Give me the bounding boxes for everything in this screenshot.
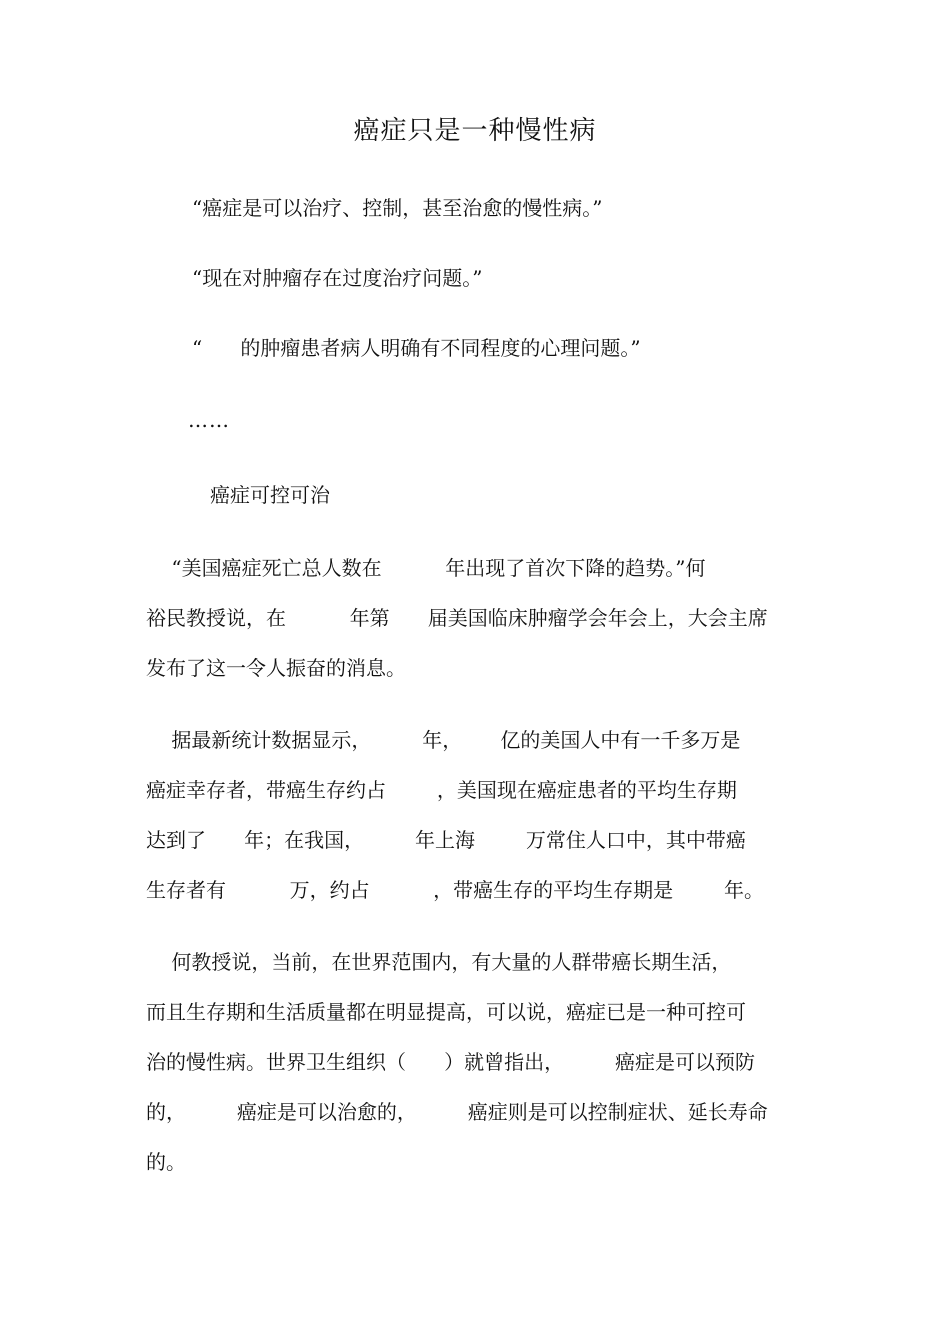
paragraph-line: 发布了这一令人振奋的消息。 xyxy=(146,656,406,680)
paragraph-line: 治的慢性病。世界卫生组织（ ）就曾指出， 癌症是可以预防 xyxy=(146,1050,756,1074)
paragraph-line: 的。 xyxy=(146,1150,186,1174)
paragraph-line: 的， 癌症是可以治愈的， 癌症则是可以控制症状、延长寿命 xyxy=(146,1100,768,1124)
document-title: 癌症只是一种慢性病 xyxy=(353,116,597,146)
quote-3: “ 的肿瘤患者病人明确有不同程度的心理问题。” xyxy=(192,336,641,360)
paragraph-line: 达到了 年；在我国， 年上海 万常住人口中，其中带癌 xyxy=(146,828,746,852)
paragraph-line: 癌症幸存者，带癌生存约占 ，美国现在癌症患者的平均生存期 xyxy=(146,778,737,802)
quote-1: “癌症是可以治疗、控制，甚至治愈的慢性病。” xyxy=(192,196,603,220)
paragraph-3 xyxy=(146,937,811,1187)
paragraph-line: 生存者有 万，约占 ，带癌生存的平均生存期是 年。 xyxy=(146,878,765,902)
quote-2: “现在对肿瘤存在过度治疗问题。” xyxy=(192,266,483,290)
ellipsis: …… xyxy=(188,408,230,432)
paragraph-line: 裕民教授说，在 年第 届美国临床肿瘤学会年会上，大会主席 xyxy=(146,606,768,630)
paragraph-line: 据最新统计数据显示， 年， 亿的美国人中有一千多万是 xyxy=(146,728,741,752)
paragraph-line: “美国癌症死亡总人数在 年出现了首次下降的趋势。”何 xyxy=(146,556,706,580)
paragraph-2 xyxy=(146,715,811,915)
paragraph-line: 何教授说，当前，在世界范围内，有大量的人群带癌长期生活， xyxy=(146,950,732,974)
section-heading: 癌症可控可治 xyxy=(210,483,330,507)
paragraph-1 xyxy=(146,543,811,693)
paragraph-line: 而且生存期和生活质量都在明显提高，可以说，癌症已是一种可控可 xyxy=(146,1000,746,1024)
